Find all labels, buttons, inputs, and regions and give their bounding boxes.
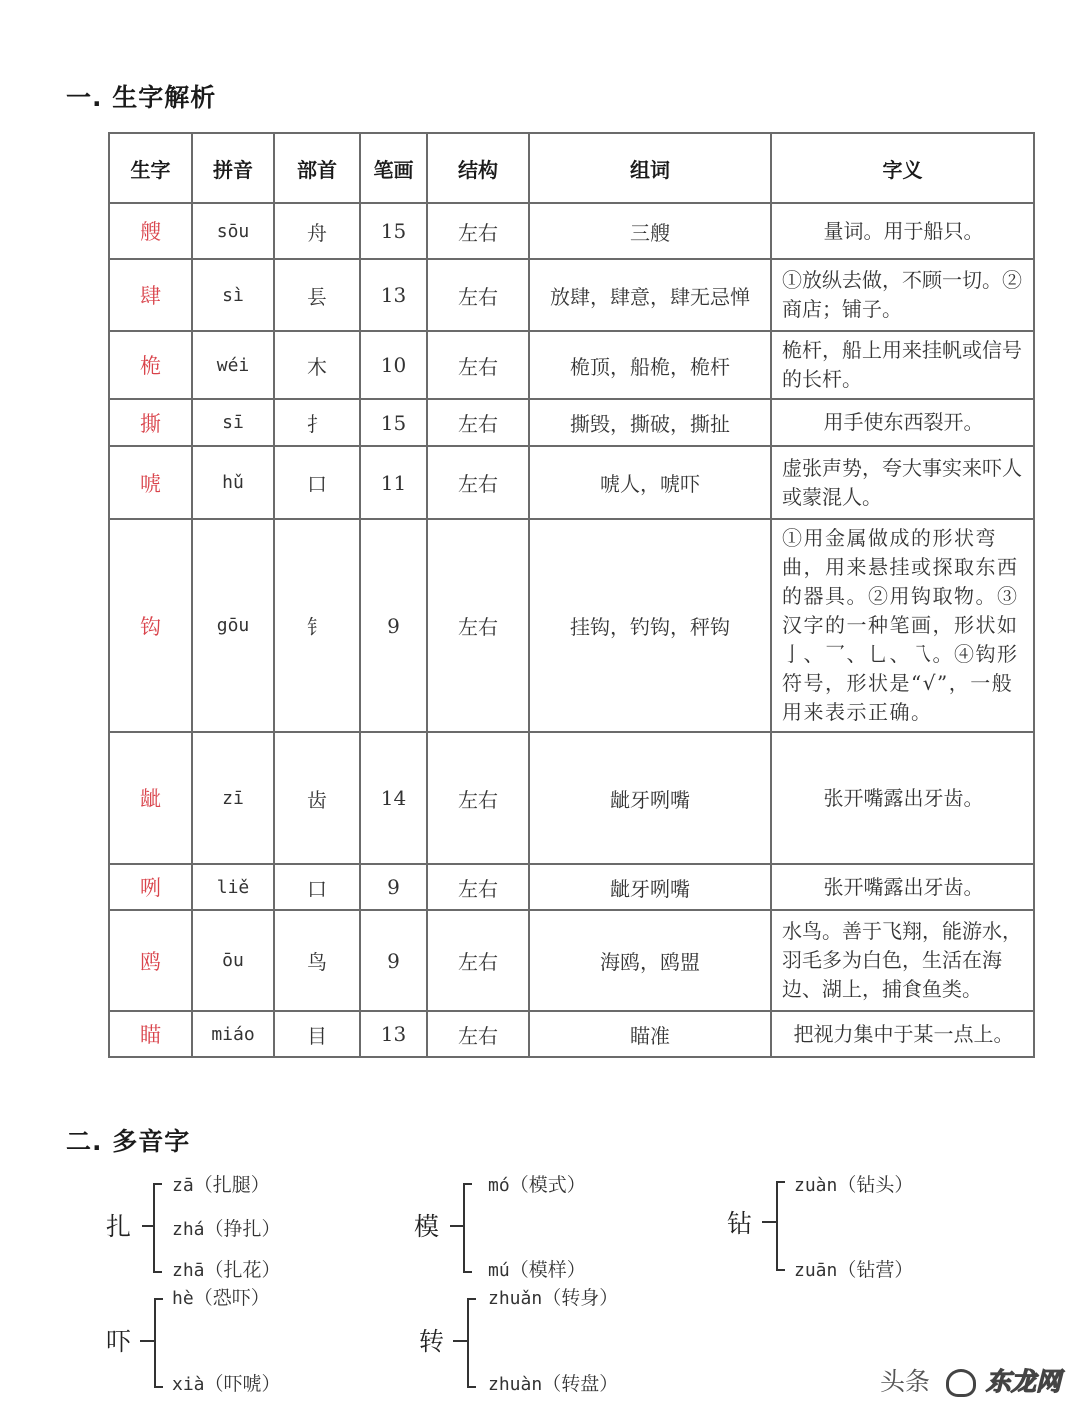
words-cell: 瞄准 [529,1011,771,1057]
char-cell: 撕 [109,399,192,446]
table-row [109,331,1034,399]
strokes-cell: 9 [360,519,427,732]
bracket [463,1183,472,1273]
structure-cell: 左右 [427,399,529,446]
meaning-cell: 水鸟。善于飞翔，能游水，羽毛多为白色，生活在海边、湖上，捕食鱼类。 [771,910,1034,1011]
polyphone-char: 模 [414,1212,440,1241]
char-cell: 钩 [109,519,192,732]
pinyin-cell: zī [192,732,274,864]
reading: hè（恐吓） [172,1287,270,1309]
words-cell: 三艘 [529,203,771,259]
words-cell: 龇牙咧嘴 [529,864,771,910]
radical-cell: 齿 [274,732,360,864]
char-cell: 肆 [109,259,192,331]
reading: zā（扎腿） [172,1174,270,1196]
strokes-cell: 14 [360,732,427,864]
meaning-cell: 张开嘴露出牙齿。 [771,732,1034,864]
char-cell: 唬 [109,446,192,519]
reading: mú（模样） [488,1259,586,1281]
reading: zhā（扎花） [172,1259,281,1281]
radical-cell: 鸟 [274,910,360,1011]
section-title-character-analysis: 一. 生字解析 [66,83,217,112]
polyphone-char: 吓 [106,1327,132,1356]
structure-cell: 左右 [427,259,529,331]
reading: zhá（挣扎） [172,1218,281,1240]
table-row [109,1011,1034,1057]
table-row [109,732,1034,864]
watermark [880,1362,1061,1398]
pinyin-cell: wéi [192,331,274,399]
table-row [109,259,1034,331]
words-cell: 撕毁，撕破，撕扯 [529,399,771,446]
meaning-cell: 量词。用于船只。 [771,203,1034,259]
reading: zuàn（钻头） [794,1174,914,1196]
reading: zuān（钻营） [794,1259,914,1281]
meaning-cell: 桅杆，船上用来挂帆或信号的长杆。 [771,331,1034,399]
structure-cell: 左右 [427,203,529,259]
polyphone-char: 转 [419,1327,445,1356]
strokes-cell: 13 [360,259,427,331]
vocab-table [108,132,1035,1058]
watermark-brand: 东龙网 [985,1367,1061,1396]
bracket [154,1298,163,1388]
table-row [109,910,1034,1011]
table-row [109,446,1034,519]
meaning-cell: 虚张声势，夸大事实来吓人或蒙混人。 [771,446,1034,519]
bracket [153,1183,162,1273]
meaning-cell: ①放纵去做，不顾一切。②商店；铺子。 [771,259,1034,331]
bracket-stem [762,1221,777,1223]
header-pinyin: 拼音 [192,133,274,203]
radical-cell: 舟 [274,203,360,259]
pinyin-cell: hǔ [192,446,274,519]
char-cell: 咧 [109,864,192,910]
header-meaning: 字义 [771,133,1034,203]
strokes-cell: 11 [360,446,427,519]
words-cell: 海鸥，鸥盟 [529,910,771,1011]
strokes-cell: 13 [360,1011,427,1057]
header-radical: 部首 [274,133,360,203]
strokes-cell: 15 [360,399,427,446]
radical-cell: 口 [274,864,360,910]
radical-cell: 目 [274,1011,360,1057]
bracket-stem [453,1340,468,1342]
meaning-cell: 张开嘴露出牙齿。 [771,864,1034,910]
char-cell: 桅 [109,331,192,399]
polyphone-char: 钻 [727,1209,753,1238]
words-cell: 挂钩，钓钩，秤钩 [529,519,771,732]
radical-cell: 扌 [274,399,360,446]
structure-cell: 左右 [427,910,529,1011]
table-row [109,864,1034,910]
header-strokes: 笔画 [360,133,427,203]
words-cell: 唬人，唬吓 [529,446,771,519]
pinyin-cell: ōu [192,910,274,1011]
meaning-cell: ①用金属做成的形状弯曲，用来悬挂或探取东西的器具。②用钩取物。③汉字的一种笔画，形状如亅、乛、乚、乁。④钩形符号，形状是“√”，一般用来表示正确。 [771,519,1034,732]
table-row [109,203,1034,259]
words-cell: 放肆，肆意，肆无忌惮 [529,259,771,331]
structure-cell: 左右 [427,331,529,399]
structure-cell: 左右 [427,446,529,519]
pinyin-cell: sì [192,259,274,331]
radical-cell: 口 [274,446,360,519]
section-title-polyphones: 二. 多音字 [66,1127,191,1156]
header-char: 生字 [109,133,192,203]
pinyin-cell: sōu [192,203,274,259]
strokes-cell: 10 [360,331,427,399]
pinyin-cell: liě [192,864,274,910]
pinyin-cell: gōu [192,519,274,732]
pinyin-cell: sī [192,399,274,446]
table-row [109,519,1034,732]
watermark-prefix: 头条 [880,1367,931,1396]
structure-cell: 左右 [427,519,529,732]
watermark-logo-icon [946,1369,976,1397]
char-cell: 龇 [109,732,192,864]
bracket [467,1298,476,1388]
char-cell: 瞄 [109,1011,192,1057]
reading: xià（吓唬） [172,1373,281,1395]
meaning-cell: 把视力集中于某一点上。 [771,1011,1034,1057]
structure-cell: 左右 [427,732,529,864]
radical-cell: 钅 [274,519,360,732]
table-row [109,399,1034,446]
structure-cell: 左右 [427,864,529,910]
header-structure: 结构 [427,133,529,203]
structure-cell: 左右 [427,1011,529,1057]
meaning-cell: 用手使东西裂开。 [771,399,1034,446]
char-cell: 艘 [109,203,192,259]
char-cell: 鸥 [109,910,192,1011]
header-words: 组词 [529,133,771,203]
radical-cell: 木 [274,331,360,399]
words-cell: 桅顶，船桅，桅杆 [529,331,771,399]
table-header-row [109,133,1034,203]
strokes-cell: 15 [360,203,427,259]
reading: zhuǎn（转身） [488,1287,619,1309]
words-cell: 龇牙咧嘴 [529,732,771,864]
strokes-cell: 9 [360,864,427,910]
bracket-stem [140,1340,155,1342]
reading: mó（模式） [488,1174,586,1196]
reading: zhuàn（转盘） [488,1373,619,1395]
bracket [776,1181,785,1271]
pinyin-cell: miáo [192,1011,274,1057]
strokes-cell: 9 [360,910,427,1011]
polyphone-char: 扎 [106,1212,132,1241]
radical-cell: 镸 [274,259,360,331]
